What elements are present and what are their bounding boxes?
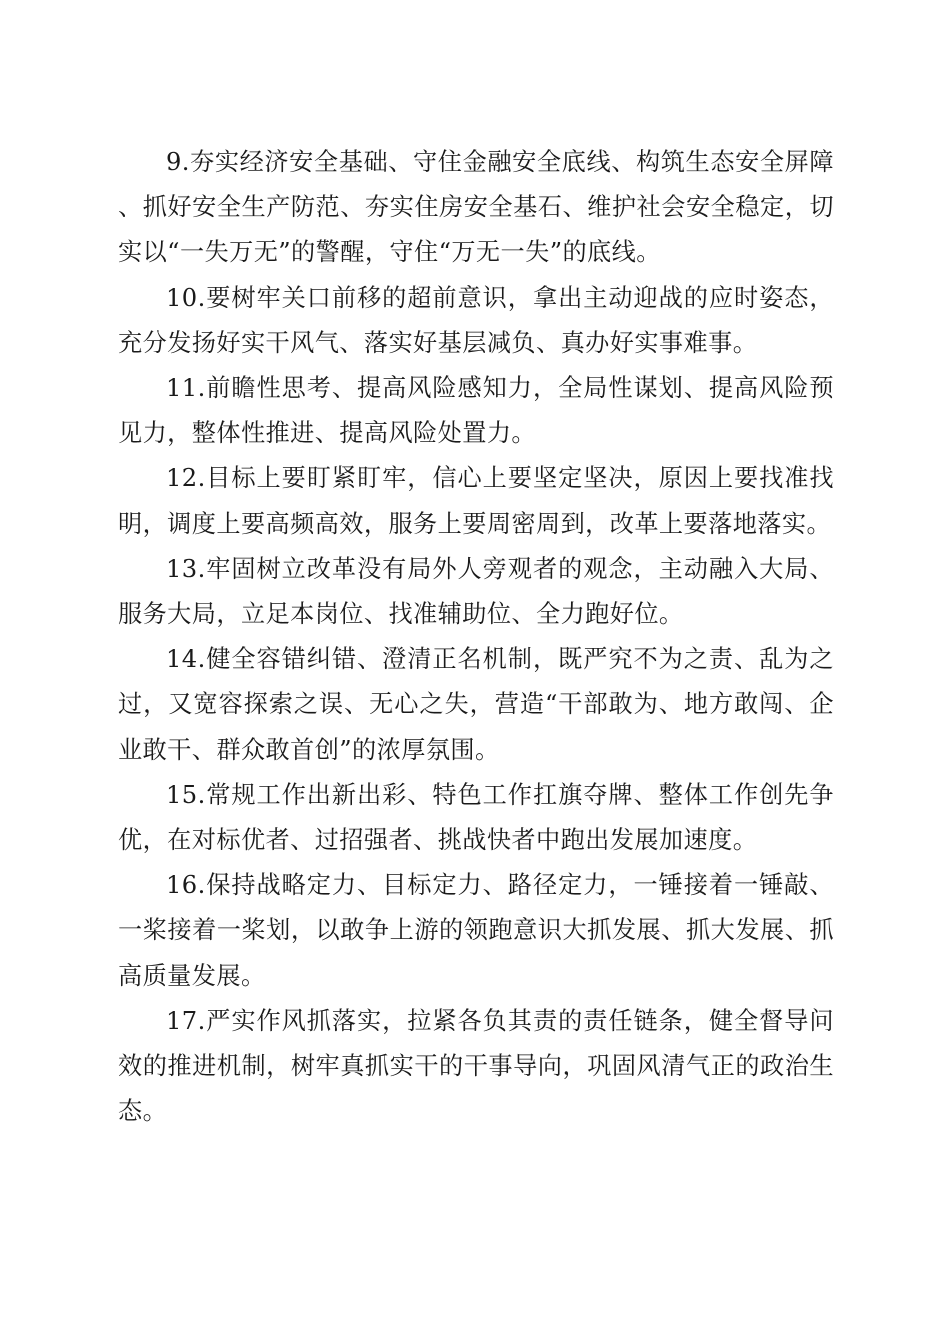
paragraph-15: 15.常规工作出新出彩、特色工作扛旗夺牌、整体工作创先争优，在对标优者、过招强者、挑战快者中跑出发展加速度。 <box>118 780 834 855</box>
paragraph-12: 12.目标上要盯紧盯牢，信心上要坚定坚决，原因上要找准找明，调度上要高频高效，服务上要周密周到，改革上要落地落实。 <box>118 464 834 538</box>
paragraph-11: 11.前瞻性思考、提高风险感知力，全局性谋划、提高风险预见力，整体性推进、提高风险处置力。 <box>118 374 834 448</box>
paragraph-14: 14.健全容错纠错、澄清正名机制，既严究不为之责、乱为之过，又宽容探索之误、无心之失，营造“干部敢为、地方敢闯、企业敢干、群众敢首创”的浓厚氛围。 <box>118 645 834 764</box>
paragraph-13: 13.牢固树立改革没有局外人旁观者的观念，主动融入大局、服务大局，立足本岗位、找准辅助位、全力跑好位。 <box>118 554 834 629</box>
document-body <box>118 140 834 1134</box>
paragraph-17: 17.严实作风抓落实，拉紧各负其责的责任链条，健全督导问效的推进机制，树牢真抓实干的干事导向，巩固风清气正的政治生态。 <box>118 1006 834 1126</box>
paragraph-16: 16.保持战略定力、目标定力、路径定力，一锤接着一锤敲、一桨接着一桨划，以敢争上游的领跑意识大抓发展、抓大发展、抓高质量发展。 <box>118 871 834 990</box>
paragraph-10: 10.要树牢关口前移的超前意识，拿出主动迎战的应时姿态，充分发扬好实干风气、落实好基层减负、真办好实事难事。 <box>118 283 834 357</box>
paragraph-9: 9.夯实经济安全基础、守住金融安全底线、构筑生态安全屏障、抓好安全生产防范、夯实住房安全基石、维护社会安全稳定，切实以“一失万无”的警醒，守住“万无一失”的底线。 <box>118 148 834 267</box>
